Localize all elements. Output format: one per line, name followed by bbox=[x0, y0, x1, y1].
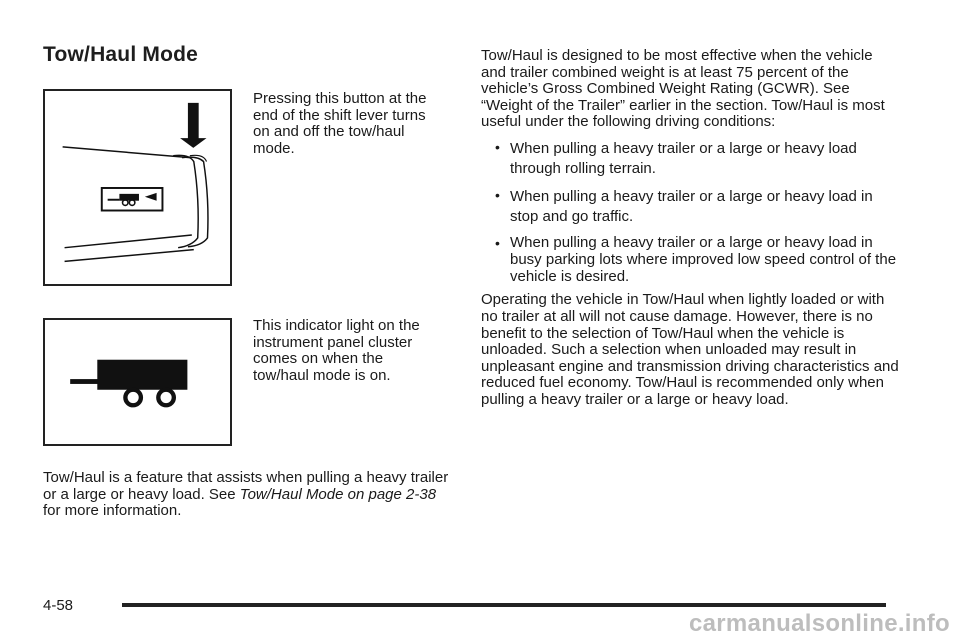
conditions-list bbox=[481, 139, 901, 285]
section-title: Tow/Haul Mode bbox=[43, 43, 199, 66]
list-item-text: When pulling a heavy trailer or a large or heavy load in busy parking lots where improved low speed control of the vehicle is desired. bbox=[510, 233, 897, 285]
figure2-caption: This indicator light on the instrument panel cluster comes on when the tow/haul mode is on. bbox=[253, 317, 420, 384]
watermark: carmanualsonline.info bbox=[688, 610, 950, 637]
footer-rule bbox=[122, 603, 886, 607]
figure1-caption: Pressing this button at the end of the shift lever turns on and off the tow/haul mode. bbox=[253, 90, 427, 157]
bullet-icon: • bbox=[495, 138, 500, 155]
bullet-icon: • bbox=[495, 234, 500, 251]
left-paragraph bbox=[43, 470, 453, 520]
shift-lever-tow-haul-icon bbox=[45, 91, 230, 284]
intro-paragraph: Tow/Haul is designed to be most effective when the vehicle and trailer combined weight is at least 75 percent of the vehicle’s Gross Combined Weight Rating (GCWR). See “Weight of the Trailer” earlier in the section. Tow/Haul is most useful under the following driving conditions: bbox=[481, 47, 885, 131]
list-item-text: When pulling a heavy trailer or a large or heavy load through rolling terrain. bbox=[510, 139, 857, 178]
left-paragraph-text: Tow/Haul is a feature that assists when pulling a heavy trailer or a large or heavy load. See bbox=[43, 469, 449, 503]
bullet-icon: • bbox=[495, 186, 500, 203]
list-item bbox=[481, 235, 901, 285]
list-item-text: When pulling a heavy trailer or a large or heavy load in stop and go traffic. bbox=[510, 187, 873, 226]
trailer-indicator-icon bbox=[45, 320, 230, 444]
page-number: 4-58 bbox=[43, 597, 74, 614]
indicator-light-figure bbox=[43, 318, 232, 446]
right-column bbox=[481, 48, 901, 409]
list-item bbox=[481, 187, 901, 228]
list-item bbox=[481, 139, 901, 180]
left-paragraph-text-end: for more information. bbox=[43, 502, 182, 520]
cross-reference-link[interactable]: Tow/Haul Mode on page 2-38 bbox=[239, 485, 437, 503]
shift-lever-figure bbox=[43, 89, 232, 286]
closing-paragraph: Operating the vehicle in Tow/Haul when lightly loaded or with no trailer at all will not cause damage. However, there is no benefit to the selection of Tow/Haul when the vehicle is unloaded. Such a selection when unloaded may result in unpleasant engine and transmission driving characteristics and reduced fuel economy. Tow/Haul is recommended only when pulling a heavy trailer or a large or heavy load. bbox=[481, 291, 899, 408]
